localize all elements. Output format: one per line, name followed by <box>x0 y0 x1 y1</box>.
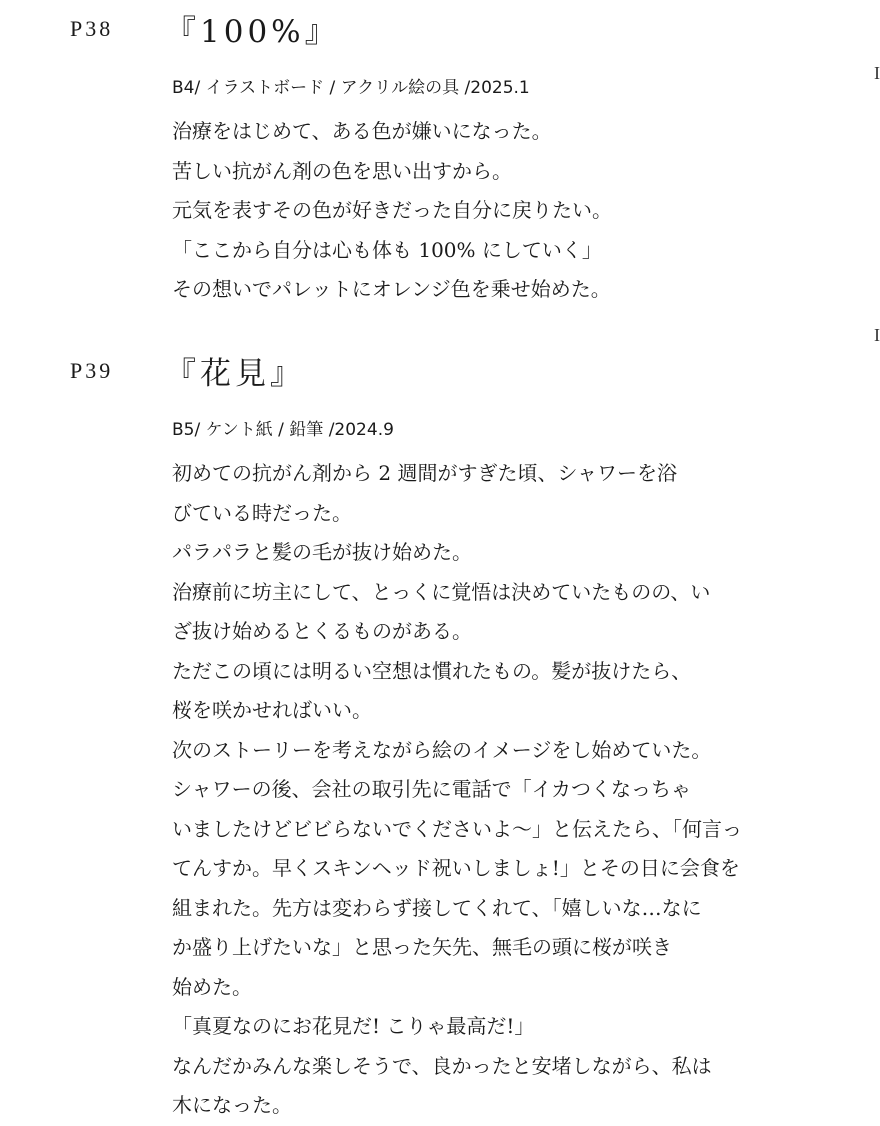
text-line: パラパラと髪の毛が抜け始めた。 <box>172 540 472 564</box>
text-line: いましたけどビビらないでくださいよ〜」と伝えたら、「何言っ <box>172 816 742 841</box>
text-line: シャワーの後、会社の取引先に電話で「イカつくなっちゃ <box>172 777 691 801</box>
text-line: 次のストーリーを考えながら絵のイメージをし始めていた。 <box>172 737 712 762</box>
edge-mark: I <box>874 63 880 83</box>
text-line: 組まれた。先方は変わらず接してくれて、「嬉しいな…なに <box>172 895 702 920</box>
text-line: 初めての抗がん剤から 2 週間がすぎた頃、シャワーを浴 <box>172 461 678 485</box>
artwork-meta: B4/ イラストボード / アクリル絵の具 /2025.1 <box>172 78 530 98</box>
text-line: 元気を表すその色が好きだった自分に戻りたい。 <box>172 198 612 222</box>
text-line: 「真夏なのにお花見だ! こりゃ最高だ!」 <box>172 1014 535 1038</box>
text-line: 木になった。 <box>172 1093 292 1117</box>
text-line: 始めた。 <box>172 974 252 999</box>
text-line: ただこの頃には明るい空想は慣れたもの。髪が抜けたら、 <box>172 658 692 683</box>
page-number: P39 <box>70 358 114 383</box>
artwork-meta: B5/ ケント紙 / 鉛筆 /2024.9 <box>172 420 394 440</box>
text-line: か盛り上げたいな」と思った矢先、無毛の頭に桜が咲き <box>172 935 672 959</box>
text-line: 治療前に坊主にして、とっくに覚悟は決めていたものの、い <box>172 579 711 604</box>
text-line: 「ここから自分は心も体も 100% にしていく」 <box>172 237 602 262</box>
description-text <box>172 454 772 1126</box>
artwork-title: 『100%』 <box>165 14 340 50</box>
description-text <box>172 112 772 310</box>
artwork-title: 『花見』 <box>165 356 305 392</box>
text-line: 桜を咲かせればいい。 <box>172 698 372 722</box>
edge-mark: I <box>874 325 880 345</box>
text-line: 治療をはじめて、ある色が嫌いになった。 <box>172 119 552 143</box>
text-line: てんすか。早くスキンヘッド祝いしましょ!」とその日に会食を <box>172 856 740 880</box>
text-line: その想いでパレットにオレンジ色を乗せ始めた。 <box>172 277 611 301</box>
text-line: びている時だった。 <box>172 500 352 525</box>
text-line: 苦しい抗がん剤の色を思い出すから。 <box>172 158 512 183</box>
text-line: なんだかみんな楽しそうで、良かったと安堵しながら、私は <box>172 1053 712 1078</box>
page-number: P38 <box>70 16 114 41</box>
text-line: ざ抜け始めるとくるものがある。 <box>172 619 472 643</box>
